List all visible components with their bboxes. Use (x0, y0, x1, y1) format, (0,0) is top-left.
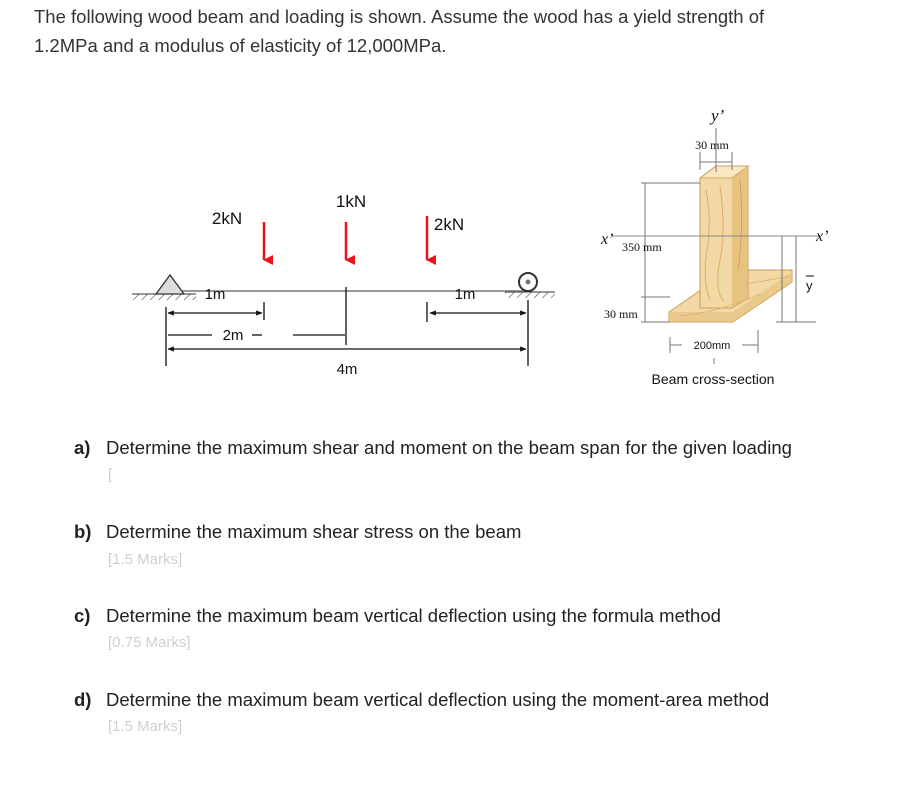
cross-section (600, 106, 828, 387)
roller-support (505, 273, 555, 298)
question-c (74, 605, 721, 627)
question-b-text: Determine the maximum shear stress on the beam (106, 521, 522, 542)
load-left (212, 209, 264, 260)
cross-section-caption: Beam cross-section (651, 371, 775, 387)
load-left-label: 2kN (211, 209, 243, 228)
x-axis-label-right: x’ (816, 228, 829, 245)
question-a (74, 437, 792, 459)
x-axis-label-left: x’ (601, 231, 614, 248)
dim-2m: 2m (222, 327, 244, 344)
web-width-label: 30 mm (695, 138, 729, 152)
flange-thickness-label: 30 mm (604, 307, 638, 321)
pin-support (132, 275, 196, 300)
question-c-marks: [0.75 Marks] (108, 634, 191, 651)
question-d-marks: [1.5 Marks] (108, 718, 183, 735)
question-d (74, 689, 769, 711)
question-b-marks: [1.5 Marks] (108, 551, 183, 568)
question-d-text: Determine the maximum beam vertical deflection using the moment-area method (106, 689, 770, 710)
load-right-label: 2kN (433, 215, 465, 234)
question-c-label: c) (74, 605, 91, 626)
load-middle (336, 192, 366, 260)
question-a-marks: [ (108, 466, 113, 483)
height-label: 350 mm (622, 240, 662, 254)
question-d-label: d) (74, 689, 92, 710)
dim-1m-left: 1m (204, 286, 226, 303)
dim-1m-right: 1m (454, 286, 476, 303)
question-c-text: Determine the maximum beam vertical deflection using the formula method (106, 605, 721, 626)
y-bar-label: y (806, 278, 813, 293)
question-a-label: a) (74, 437, 91, 458)
problem-line-2: 1.2MPa and a modulus of elasticity of 12,000MPa. (34, 35, 447, 56)
load-right (427, 215, 464, 260)
y-axis-label: y’ (711, 106, 725, 125)
load-middle-label: 1kN (335, 192, 367, 211)
question-a-text: Determine the maximum shear and moment on the beam span for the given loading (106, 437, 792, 458)
dim-4m: 4m (336, 361, 358, 378)
question-b (74, 521, 521, 543)
problem-line-1: The following wood beam and loading is shown. Assume the wood has a yield strength of (34, 6, 765, 27)
question-b-label: b) (74, 521, 92, 542)
flange-width-label: 200mm (693, 340, 731, 352)
